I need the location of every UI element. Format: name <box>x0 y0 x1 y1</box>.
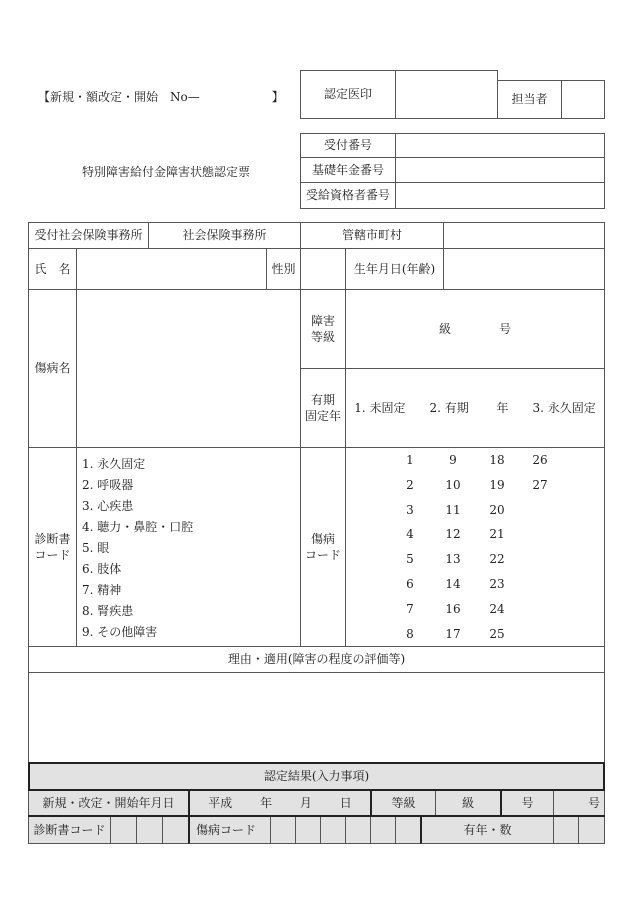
disease-code-number: 27 <box>532 477 548 492</box>
result-grade-label: 等級 <box>370 790 436 817</box>
form-type-label: 【新規・額改定・開始 No— 】 <box>38 90 284 104</box>
grade-label: 障害 等級 <box>300 289 346 369</box>
basic-pension-no-field[interactable] <box>395 157 605 183</box>
doctor-seal-field[interactable] <box>395 70 498 119</box>
result-diag-code-label: 診断書コード <box>28 816 111 844</box>
birth-field[interactable] <box>443 248 605 290</box>
disease-code-number: 23 <box>489 577 505 591</box>
grade-field[interactable]: 級 号 <box>345 289 605 369</box>
sex-field[interactable] <box>300 248 346 290</box>
municipality-label: 管轄市町村 <box>300 222 444 249</box>
disease-code-number: 8 <box>406 626 414 641</box>
disease-code-number: 3 <box>406 502 414 517</box>
result-years-label: 有年・数 <box>420 816 554 844</box>
result-go2-field[interactable]: 号 <box>553 790 605 817</box>
disease-code-number: 11 <box>445 502 461 517</box>
disease-code-number: 9 <box>449 453 457 467</box>
disease-code-box[interactable] <box>370 816 396 844</box>
disease-code-number: 13 <box>445 552 461 567</box>
reason-field[interactable] <box>28 672 605 763</box>
office-label: 受付社会保険事務所 <box>28 222 149 249</box>
disease-code-number: 6 <box>406 577 414 591</box>
municipality-field[interactable] <box>443 222 605 249</box>
result-date-field[interactable]: 平成 年 月 日 <box>188 790 371 817</box>
disease-code-number: 2 <box>406 477 414 492</box>
disease-code-box[interactable] <box>320 816 346 844</box>
disease-code-number: 4 <box>406 527 414 542</box>
diag-item: 8. 腎疾患 <box>82 604 134 618</box>
disease-code-number: 14 <box>445 577 461 591</box>
disease-code-number: 22 <box>489 552 505 567</box>
diag-item: 6. 肢体 <box>82 562 122 576</box>
fixed-label: 有期 固定年 <box>300 368 346 448</box>
sex-label: 性別 <box>266 248 301 290</box>
disease-code-number: 16 <box>445 601 461 616</box>
diag-item: 9. その他障害 <box>82 625 158 639</box>
diag-code-box[interactable] <box>162 816 189 844</box>
diag-code-label: 診断書 コード <box>28 447 77 647</box>
diag-code-box[interactable] <box>110 816 137 844</box>
divider <box>28 789 605 791</box>
disease-code-number: 21 <box>489 527 505 542</box>
doctor-seal-label: 認定医印 <box>300 70 396 119</box>
years-box[interactable] <box>553 816 579 844</box>
disease-code-number: 20 <box>489 502 505 517</box>
diag-item: 5. 眼 <box>82 541 110 555</box>
disease-code-label: 傷病 コード <box>300 447 346 647</box>
form-title: 特別障害給付金障害状態認定票 <box>82 165 251 179</box>
result-title: 認定結果(入力事項) <box>28 762 605 791</box>
disease-name-field[interactable] <box>76 289 301 448</box>
disease-code-number: 17 <box>445 626 461 641</box>
recipient-no-field[interactable] <box>395 182 605 209</box>
birth-label: 生年月日(年齢) <box>345 248 444 290</box>
staff-field[interactable] <box>561 80 605 119</box>
result-date-label: 新規・改定・開始年月日 <box>28 790 189 817</box>
diag-item: 2. 呼吸器 <box>82 478 134 492</box>
receipt-no-field[interactable] <box>395 133 605 158</box>
disease-code-number: 12 <box>445 527 461 542</box>
disease-code-number: 1 <box>406 453 414 467</box>
years-box[interactable] <box>578 816 605 844</box>
diag-item: 1. 永久固定 <box>82 457 146 471</box>
staff-label: 担当者 <box>497 80 562 119</box>
disease-code-box[interactable] <box>270 816 296 844</box>
disease-code-box[interactable] <box>295 816 321 844</box>
basic-pension-no-label: 基礎年金番号 <box>300 157 396 183</box>
result-disease-code-label: 傷病コード <box>188 816 271 844</box>
disease-code-number: 19 <box>489 477 505 492</box>
disease-code-number: 24 <box>489 601 505 616</box>
receipt-no-label: 受付番号 <box>300 133 396 158</box>
disease-code-number: 26 <box>532 453 548 467</box>
diag-item: 4. 聴力・鼻腔・口腔 <box>82 520 194 534</box>
office-field[interactable]: 社会保険事務所 <box>148 222 301 249</box>
recipient-no-label: 受給資格者番号 <box>300 182 396 209</box>
name-field[interactable] <box>76 248 267 290</box>
disease-code-number: 5 <box>406 552 414 567</box>
result-go-field[interactable]: 号 <box>500 790 554 817</box>
disease-code-number: 18 <box>489 453 505 467</box>
divider <box>28 815 605 817</box>
disease-code-number: 7 <box>406 601 414 616</box>
disease-code-grid <box>345 447 605 647</box>
disease-name-label: 傷病名 <box>28 289 77 448</box>
result-kyu-field[interactable]: 級 <box>435 790 501 817</box>
disease-code-number: 25 <box>489 626 505 641</box>
disease-code-box[interactable] <box>395 816 421 844</box>
diag-item: 3. 心疾患 <box>82 499 134 513</box>
disease-code-number: 10 <box>445 477 461 492</box>
diag-code-box[interactable] <box>136 816 163 844</box>
fixed-options[interactable]: 1. 未固定 2. 有期 年 3. 永久固定 <box>345 368 605 448</box>
reason-label: 理由・適用(障害の程度の評価等) <box>28 646 605 673</box>
name-label: 氏 名 <box>28 248 77 290</box>
diag-item: 7. 精神 <box>82 583 122 597</box>
disease-code-box[interactable] <box>345 816 371 844</box>
